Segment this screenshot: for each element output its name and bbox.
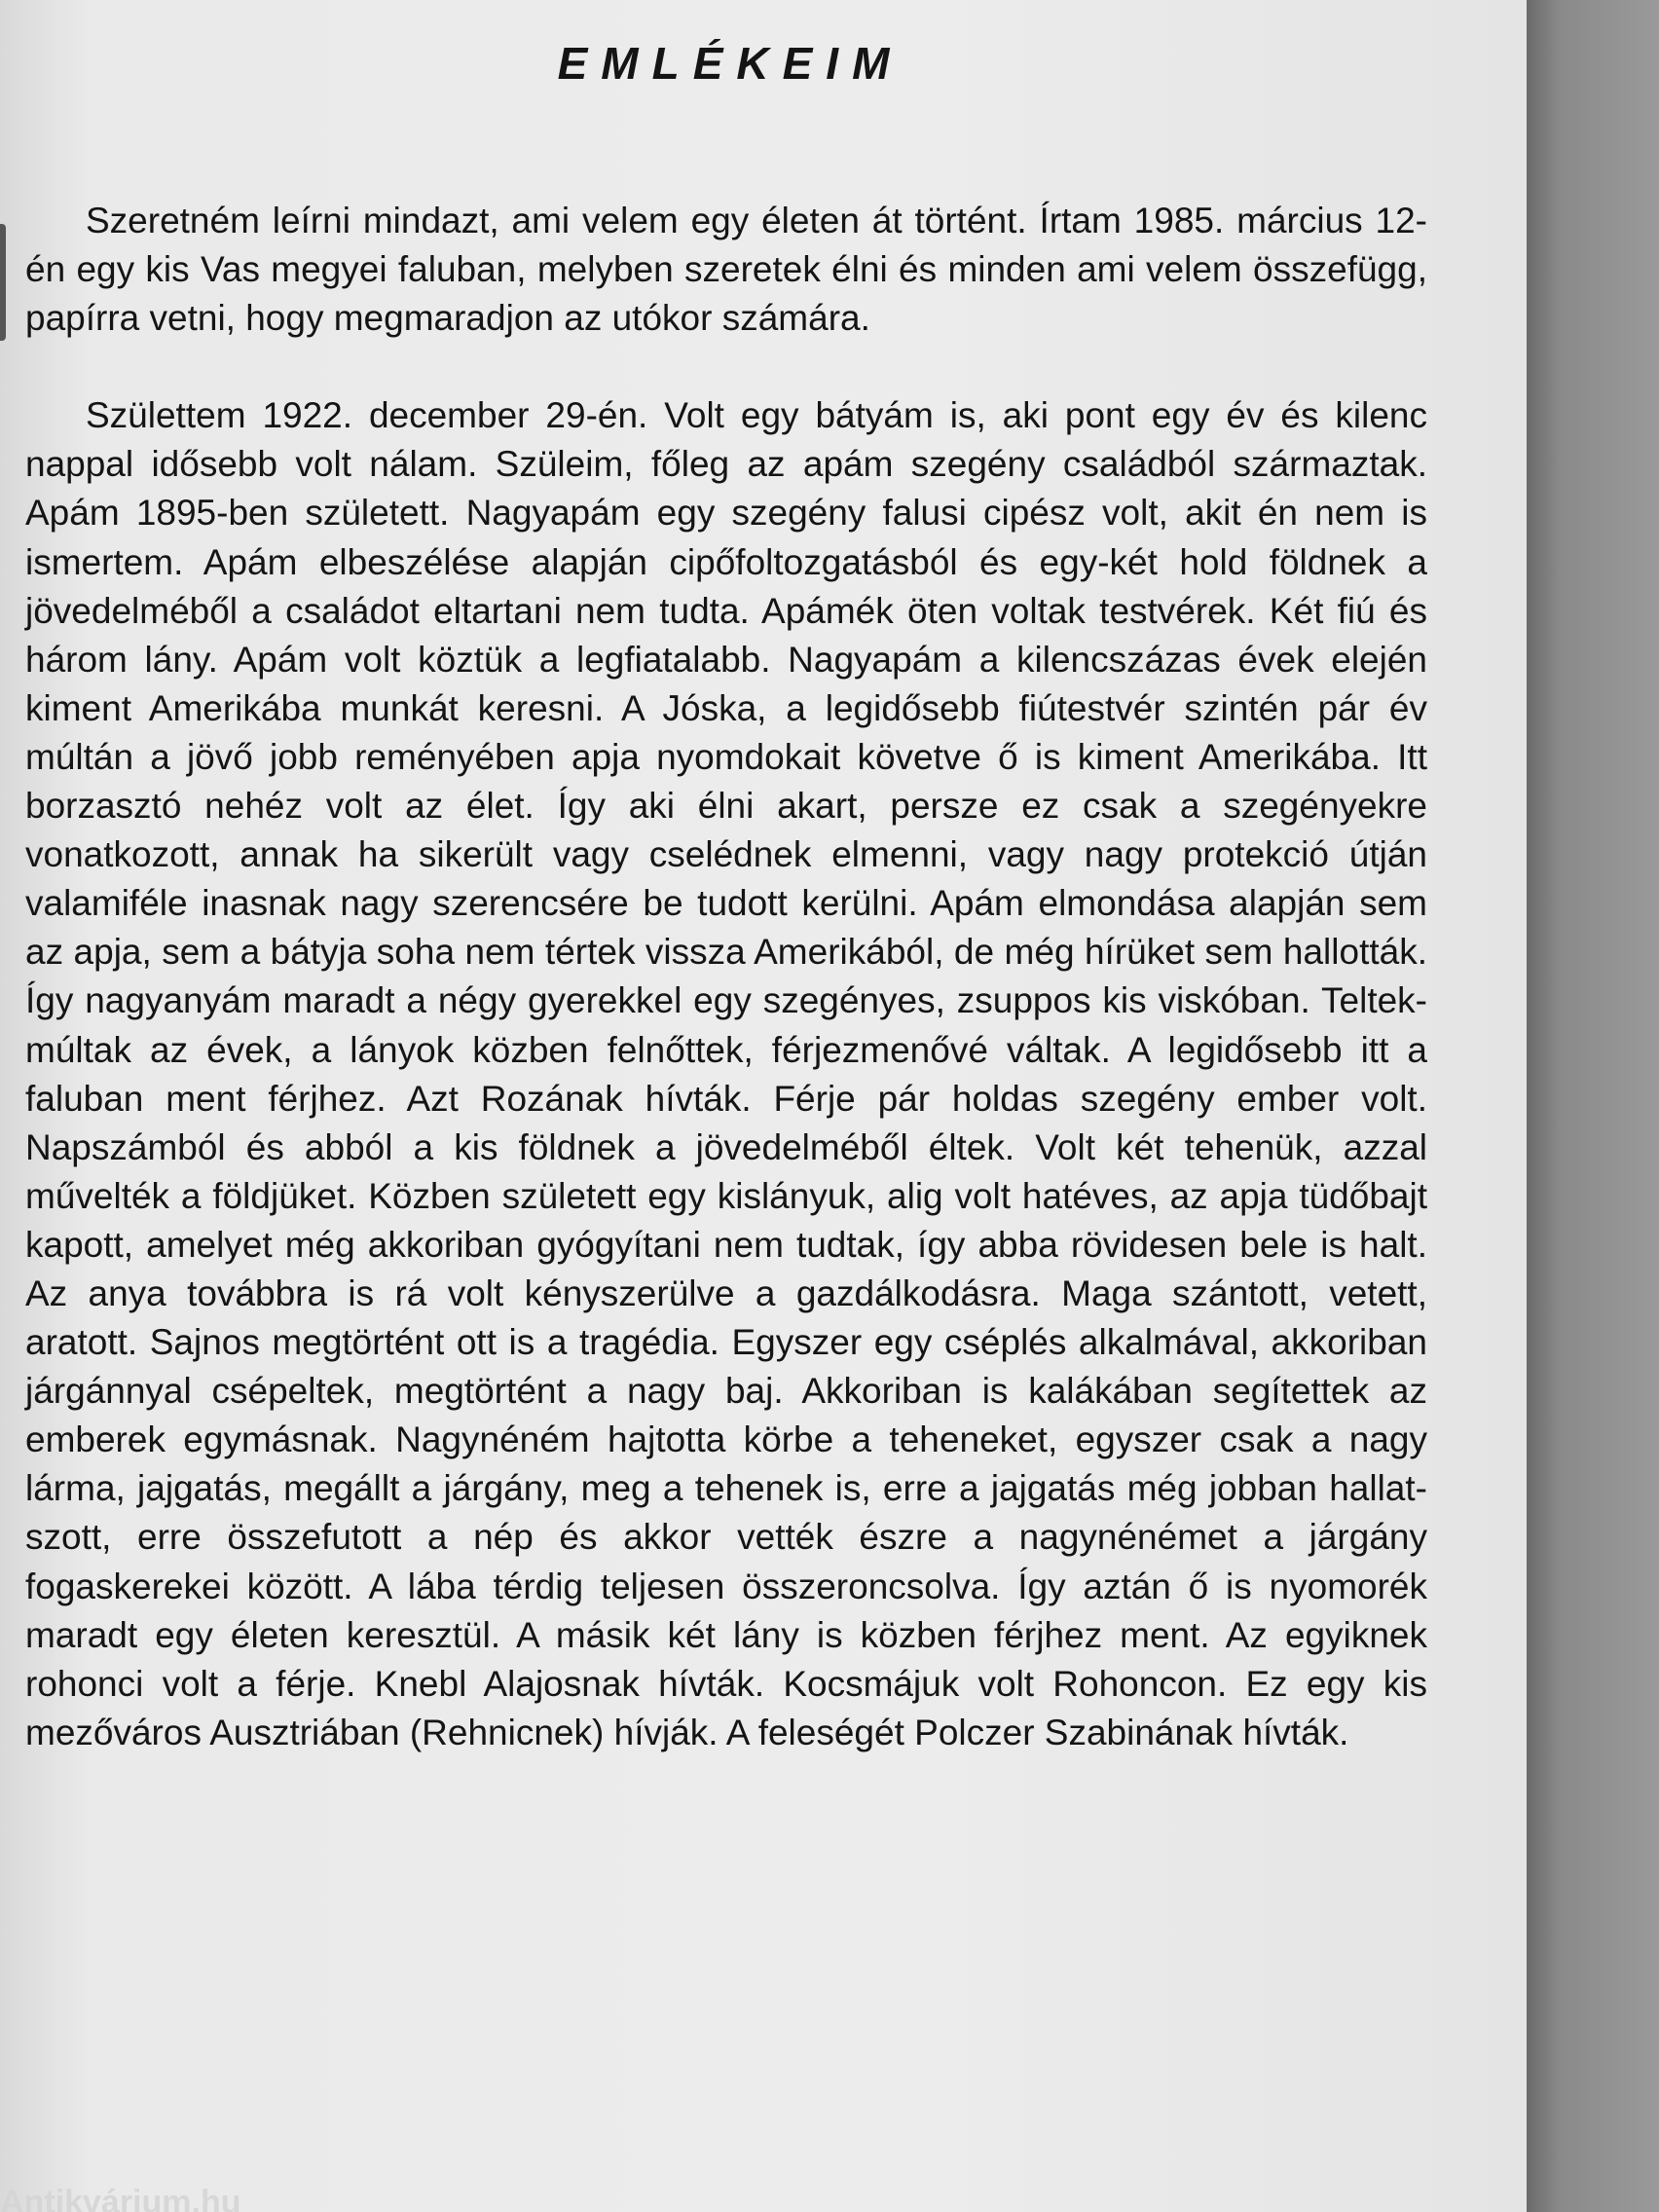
binding-edge bbox=[0, 224, 6, 341]
paragraph-1: Szeretném leírni mindazt, ami velem egy életen át történt. Írtam 1985. március 12-én egy kis Vas megyei faluban, melyben szeretek élni és minden ami velem összefügg, papírra vetni, hogy megmaradjon az utókor számára. bbox=[25, 201, 1427, 339]
watermark: Antikvárium.hu bbox=[0, 2184, 241, 2212]
page-title: EMLÉKEIM bbox=[557, 38, 903, 89]
paragraph-2: Születtem 1922. december 29-én. Volt egy bátyám is, aki pont egy év és kilenc nappal idősebb volt nálam. Szüleim, főleg az apám szegény családból származtak. Apám 1895-ben született. Nagyapám egy szegény falusi cipész volt, akit én nem is ismertem. Apám elbeszélése alapján cipőfoltozgatásból és egy-két hold földnek a jövedelméből a családot eltartani nem tudta. Apámék öten voltak testvérek. Két fiú és három lány. Apám volt köztük a legfiatalabb. Nagyapám a kilencszázas évek elején kiment Amerikába munkát keresni. A Jóska, a legidősebb fiútestvér szintén pár év múltán a jövő jobb reményében apja nyomdokait követve ő is kiment Amerikába. Itt borzasztó nehéz volt az élet. Így aki élni akart, persze ez csak a szegényekre vonatkozott, annak ha sikerült vagy cselédnek elmenni, vagy nagy protekció útján valamiféle inasnak nagy szerencsére be tudott kerülni. Apám elmondása alapján sem az apja, sem a bátyja soha nem tértek vissza Amerikából, de még hírüket sem hallották. Így nagyanyám maradt a négy gyerekkel egy szegényes, zsuppos kis viskóban. Teltek-múltak az évek, a lányok közben felnőttek, férjezmenővé váltak. A legidősebb itt a faluban ment férjhez. Azt Rozának hívták. Férje pár holdas szegény ember volt. Napszámból és abból a kis földnek a jövedelméből éltek. Volt két tehenük, azzal művelték a földjüket. Közben született egy kislányuk, alig volt hatéves, az apja tüdőbajt kapott, amelyet még akkoriban gyógyítani nem tudtak, így abba rövidesen bele is halt. Az anya továbbra is rá volt kényszerülve a gazdálkodásra. Maga szántott, vetett, aratott. Sajnos megtörtént ott is a tragédia. Egyszer egy cséplés alkalmával, akkoriban járgánnyal csépeltek, megtörtént a nagy baj. Akkoriban is kalákában segítettek az emberek egymásnak. Nagynéném hajtotta körbe a teheneket, egyszer csak a nagy lárma, jajgatás, megállt a járgány, meg a tehenek is, erre a jajgatás még jobban hallatszott, erre összefutott a nép és akkor vették észre a nagynénémet a járgány fogaskerekei között. A lába térdig teljesen összeroncsolva. Így aztán ő is nyomorék maradt egy életen keresztül. A másik két lány is közben férjhez ment. Az egyiknek rohonci volt a férje. Knebl Alajosnak hívták. Kocsmájuk volt Rohoncon. Ez egy kis mezőváros Ausztriában (Rehnicnek) hívják. A feleségét Polczer Szabinának hívták. bbox=[25, 395, 1427, 1752]
body-text bbox=[25, 197, 1427, 1757]
facing-page-edge bbox=[1527, 0, 1659, 2212]
